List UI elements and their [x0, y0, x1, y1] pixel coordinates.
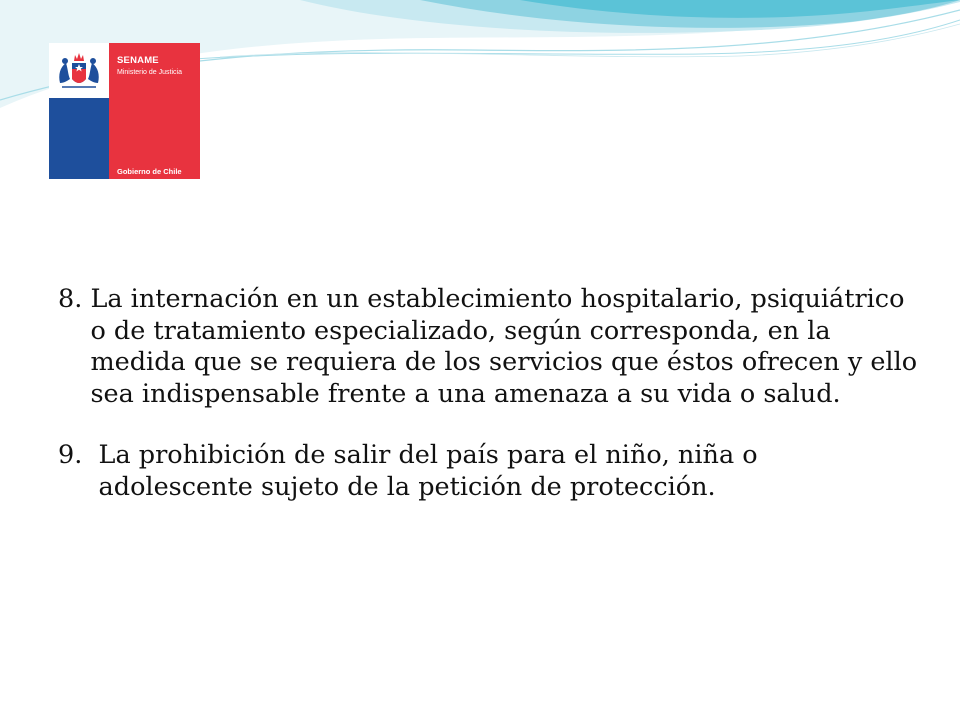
logo-organization-name: SENAME [117, 55, 159, 66]
list-item [58, 284, 918, 410]
logo-red-panel [109, 43, 200, 179]
chile-coat-of-arms-icon [54, 49, 104, 93]
logo-blue-block [49, 98, 109, 179]
numbered-list [58, 284, 918, 503]
list-item [58, 440, 918, 503]
list-item-text: La internación en un establecimiento hospitalario, psiquiátrico o de tratamiento especializado, según corresponda, en la medida que se requiera de los servicios que éstos ofrecen y ello sea indispensable frente a una amenaza a su vida o salud. [90, 284, 918, 409]
logo-government-name: Gobierno de Chile [117, 167, 182, 176]
list-item-number: 9. [58, 440, 99, 470]
logo-emblem-area [49, 43, 109, 98]
list-item-text: La prohibición de salir del país para el niño, niña o adolescente sujeto de la petición de protección. [98, 440, 758, 502]
sename-logo [49, 43, 200, 179]
logo-blue-panel [49, 43, 109, 179]
list-item-number: 8. [58, 284, 91, 314]
logo-ministry-name: Ministerio de Justicia [117, 69, 182, 76]
